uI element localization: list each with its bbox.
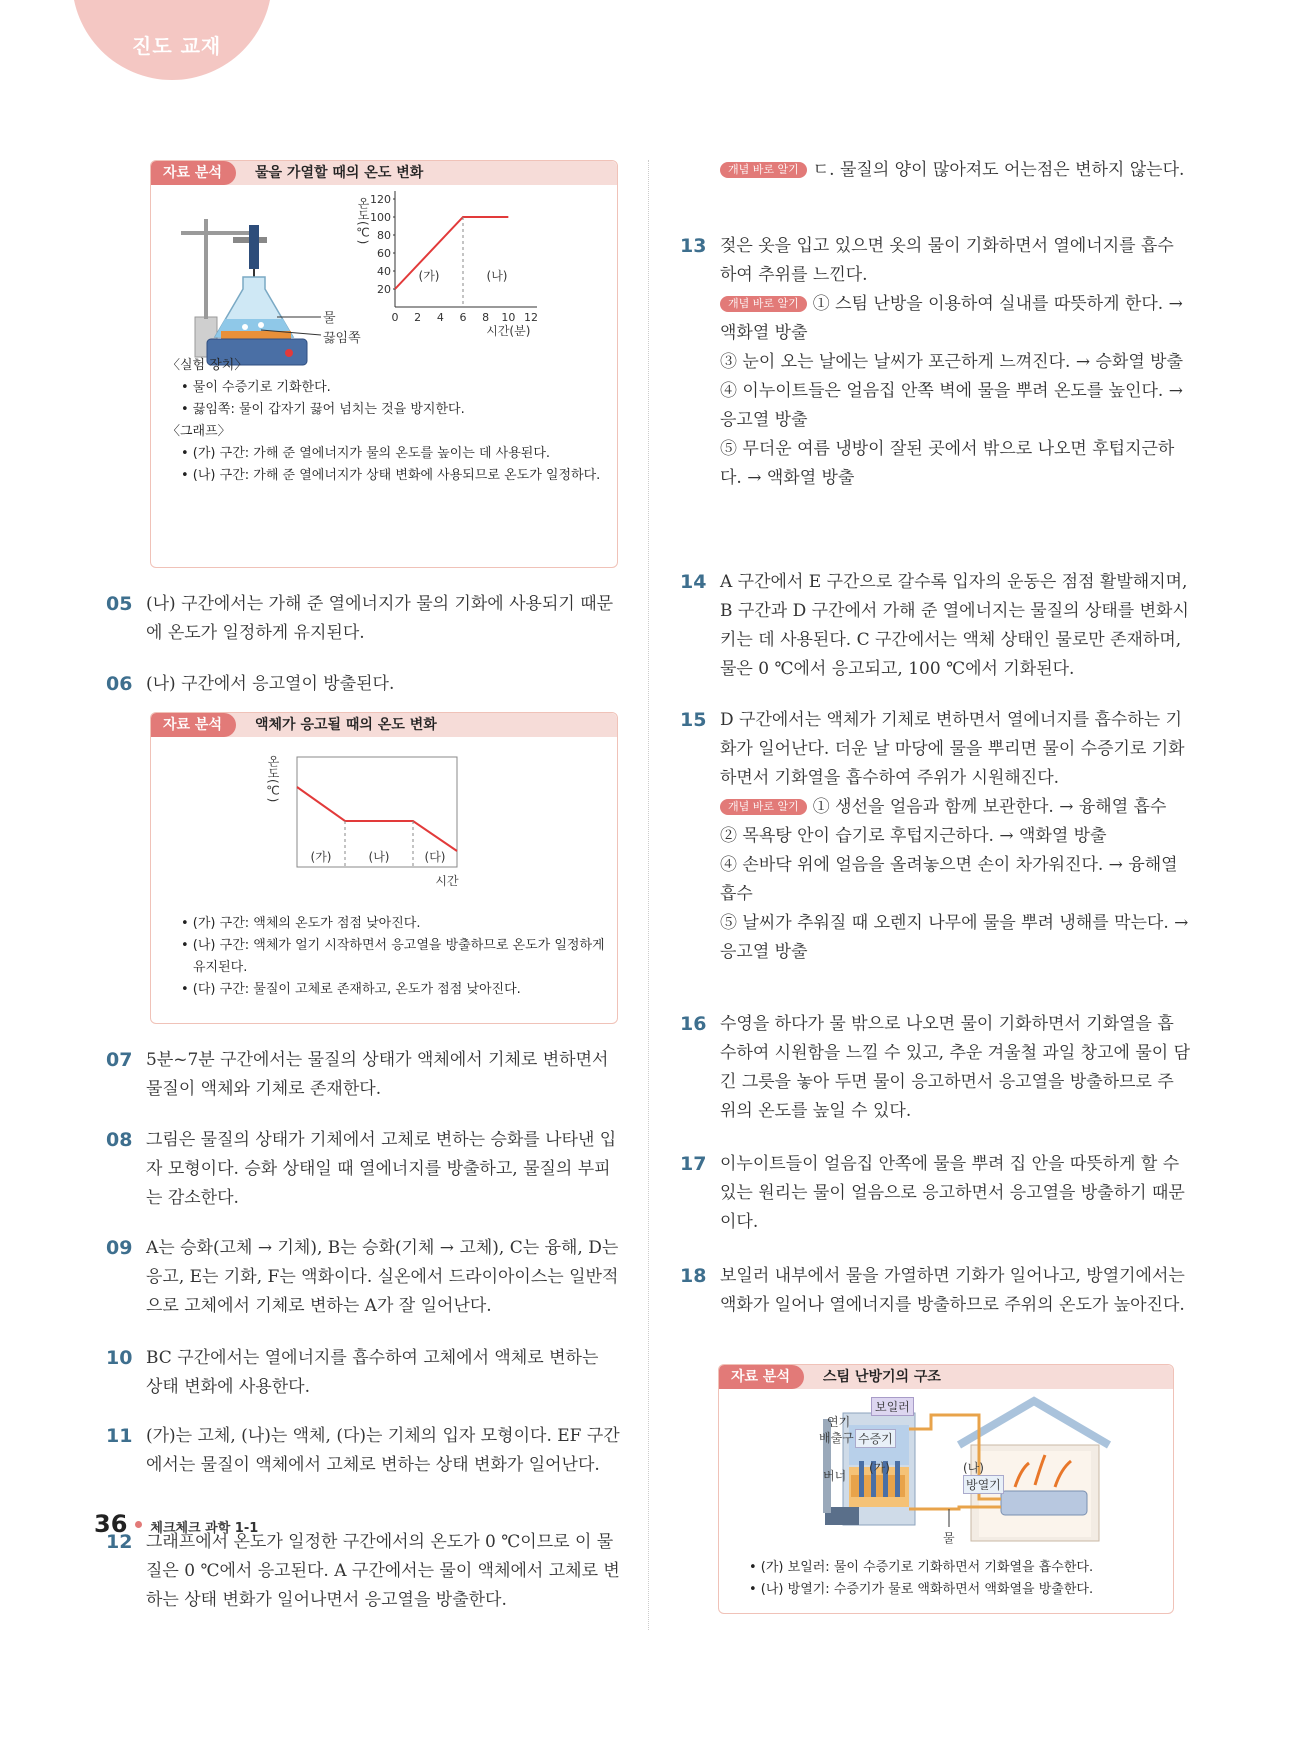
item-text: D 구간에서는 액체가 기체로 변하면서 열에너지를 흡수하는 기화가 일어난다. 더운 날 마당에 물을 뿌리면 물이 수증기로 기화하면서 기화열을 흡수하여 주위가 시원해진다. (720, 710, 1185, 788)
label-boiling-chip: 끓임쪽 (323, 331, 361, 346)
label-na: (나) (963, 1461, 984, 1475)
item-text: (가)는 고체, (나)는 액체, (다)는 기체의 입자 모형이다. EF 구간에서는 물질이 액체에서 고체로 변하는 상태 변화가 일어난다. (146, 1426, 620, 1475)
book-title: 체크체크 과학 1-1 (150, 1521, 259, 1536)
label-steam: 수증기 (855, 1429, 896, 1448)
label-smoke: 연기 (827, 1415, 851, 1429)
box2-notes (167, 913, 607, 1001)
concept-badge: 개념 바로 알기 (720, 799, 807, 815)
item-text: A 구간에서 E 구간으로 갈수록 입자의 운동은 점점 활발해지며, B 구간과 D 구간에서 가해 준 열에너지는 물질의 상태를 변화시키는 데 사용된다. C 구간에서는 액체 상태인 물로만 존재하며, 물은 0 ℃에서 응고되고, 100 ℃에서 기화된다. (720, 572, 1189, 679)
item-text: (나) 구간에서는 가해 준 열에너지가 물의 기화에 사용되기 때문에 온도가 일정하게 유지된다. (146, 594, 614, 643)
concept-line: ④ 손바닥 위에 얼음을 올려놓으면 손이 차가워진다. → 융해열 흡수 (720, 855, 1178, 904)
item-text: 젖은 옷을 입고 있으면 옷의 물이 기화하면서 열에너지를 흡수하여 추위를 느낀다. (720, 236, 1174, 285)
answer-item-17 (680, 1150, 1190, 1237)
label-ga: (가) (869, 1461, 890, 1475)
concept-badge: 개념 바로 알기 (720, 162, 807, 178)
item-number: 13 (680, 235, 707, 257)
x-axis-label: 시간(분) (486, 324, 531, 338)
note-line: 〈실험 장치〉 (167, 358, 248, 373)
concept-badge: 개념 바로 알기 (720, 296, 807, 312)
header-label: 진도 교재 (132, 34, 222, 58)
y-tick-label: 40 (377, 265, 391, 278)
item-number: 11 (106, 1425, 133, 1447)
answer-item-06 (106, 670, 620, 699)
box-title: 액체가 응고될 때의 온도 변화 (255, 717, 437, 733)
x-tick-label: 6 (459, 311, 467, 324)
x-tick-label: 0 (391, 311, 399, 324)
item-text: 그림은 물질의 상태가 기체에서 고체로 변하는 승화를 나타낸 입자 모형이다. 승화 상태일 때 열에너지를 방출하고, 물질의 부피는 감소한다. (146, 1130, 617, 1208)
note-line: • 끓임쪽: 물이 갑자기 끓어 넘치는 것을 방지한다. (181, 402, 465, 417)
answer-item-13 (680, 232, 1190, 493)
note-line: 〈그래프〉 (167, 424, 231, 439)
freezing-temperature-chart (266, 747, 509, 907)
item-number: 17 (680, 1153, 707, 1175)
item-text: 5분~7분 구간에서는 물질의 상태가 액체에서 기체로 변하면서 물질이 액체와 기체로 존재한다. (146, 1050, 609, 1099)
label-radiator: 방열기 (963, 1475, 1004, 1494)
item-text: 이누이트들이 얼음집 안쪽에 물을 뿌려 집 안을 따뜻하게 할 수 있는 원리는 물이 얼음으로 응고하면서 응고열을 방출하기 때문이다. (720, 1154, 1185, 1232)
item-number: 14 (680, 571, 707, 593)
box-title: 물을 가열할 때의 온도 변화 (255, 165, 424, 181)
answer-item-12 (106, 1528, 620, 1615)
answer-item-08 (106, 1126, 620, 1213)
box-title: 스팀 난방기의 구조 (823, 1369, 941, 1385)
concept-line: ③ 눈이 오는 날에는 날씨가 포근하게 느껴진다. → 승화열 방출 (720, 352, 1183, 372)
x-tick-label: 2 (414, 311, 422, 324)
answer-item-18 (680, 1262, 1190, 1320)
y-tick-label: 60 (377, 247, 391, 260)
x-tick-label: 8 (482, 311, 490, 324)
item-number: 16 (680, 1013, 707, 1035)
box-tag: 자료 분석 (151, 713, 236, 737)
concept-line: ⑤ 무더운 여름 냉방이 잘된 곳에서 밖으로 나오면 후텁지근하다. → 액화열 방출 (720, 439, 1175, 488)
x-tick-label: 4 (436, 311, 444, 324)
concept-line: ④ 이누이트들은 얼음집 안쪽 벽에 물을 뿌려 온도를 높인다. → 응고열 방출 (720, 381, 1183, 430)
note-line: • (나) 구간: 액체가 얼기 시작하면서 응고열을 방출하므로 온도가 일정하게 유지된다. (181, 938, 605, 975)
region-label: (다) (424, 850, 446, 864)
concept-line: ① 생선을 얼음과 함께 보관한다. → 융해열 흡수 (812, 797, 1167, 817)
analysis-box-heating (150, 160, 618, 568)
concept-line: ② 목욕탕 안이 습기로 후텁지근하다. → 액화열 방출 (720, 826, 1107, 846)
item-text: (나) 구간에서 응고열이 방출된다. (146, 674, 395, 694)
analysis-box-steam-heater (718, 1364, 1174, 1614)
note-line: • (가) 구간: 액체의 온도가 점점 낮아진다. (181, 916, 421, 931)
item-number: 12 (106, 1531, 133, 1553)
series-line (297, 787, 457, 851)
analysis-box-freezing (150, 712, 618, 1024)
item-number: 18 (680, 1265, 707, 1287)
concept-note-intro (680, 156, 1190, 185)
x-axis-label: 시간 (435, 874, 459, 888)
note-line: • (가) 구간: 가해 준 열에너지가 물의 온도를 높이는 데 사용된다. (181, 446, 551, 461)
box-header (151, 161, 617, 185)
concept-line: ⑤ 날씨가 추워질 때 오렌지 나무에 물을 뿌려 냉해를 막는다. → 응고열 방출 (720, 913, 1189, 962)
answer-item-14 (680, 568, 1190, 684)
label-water: 물 (943, 1531, 955, 1545)
item-number: 09 (106, 1237, 133, 1259)
region-label: (가) (418, 269, 440, 283)
note-line: • (나) 방열기: 수증기가 물로 액화하면서 액화열을 방출한다. (749, 1582, 1094, 1597)
label-burner: 버너 (823, 1469, 847, 1483)
concept-text: ㄷ. 물질의 양이 많아져도 어는점은 변하지 않는다. (812, 160, 1185, 180)
region-label: (가) (310, 850, 332, 864)
item-text: 보일러 내부에서 물을 가열하면 기화가 일어나고, 방열기에서는 액화가 일어나 열에너지를 방출하므로 주위의 온도가 높아진다. (720, 1266, 1185, 1315)
note-line: • (다) 구간: 물질이 고체로 존재하고, 온도가 점점 낮아진다. (181, 982, 521, 997)
box-header (719, 1365, 1173, 1389)
answer-item-15 (680, 706, 1190, 967)
item-number: 10 (106, 1347, 133, 1369)
answer-item-05 (106, 590, 620, 648)
item-number: 15 (680, 709, 707, 731)
item-number: 06 (106, 673, 133, 695)
item-text: A는 승화(고체 → 기체), B는 승화(기체 → 고체), C는 융해, D는 응고, E는 기화, F는 액화이다. 실온에서 드라이아이스는 일반적으로 고체에서 기체로 변하는 A가 잘 일어난다. (146, 1238, 619, 1316)
item-text: 수영을 하다가 물 밖으로 나오면 물이 기화하면서 기화열을 흡수하여 시원함을 느낄 수 있고, 추운 겨울철 과일 창고에 물이 담긴 그릇을 놓아 두면 물이 응고하면서 응고열을 방출하므로 주위의 온도를 높일 수 있다. (720, 1014, 1190, 1121)
item-number: 05 (106, 593, 133, 615)
item-number: 08 (106, 1129, 133, 1151)
page-number: 36 (94, 1510, 128, 1538)
label-boiler: 보일러 (871, 1397, 914, 1416)
box-tag: 자료 분석 (719, 1365, 804, 1389)
box-tag: 자료 분석 (151, 161, 236, 185)
y-tick-label: 20 (377, 283, 391, 296)
y-axis-label: 온도(℃) (356, 197, 370, 245)
y-tick-label: 100 (370, 211, 391, 224)
region-label: (나) (368, 850, 390, 864)
note-line: • (나) 구간: 가해 준 열에너지가 상태 변화에 사용되므로 온도가 일정하다. (181, 468, 601, 483)
item-text: 그래프에서 온도가 일정한 구간에서의 온도가 0 ℃이므로 이 물질은 0 ℃에서 응고된다. A 구간에서는 물이 액체에서 고체로 변하는 상태 변화가 일어나면서 응고열을 방출한다. (146, 1532, 620, 1610)
label-exhaust: 배출구 (819, 1431, 854, 1445)
column-divider (648, 160, 649, 1630)
x-tick-label: 10 (501, 311, 516, 324)
answer-item-10 (106, 1344, 620, 1402)
item-number: 07 (106, 1049, 133, 1071)
note-line: • (가) 보일러: 물이 수증기로 기화하면서 기화열을 흡수한다. (749, 1560, 1094, 1575)
box3-notes (735, 1557, 1165, 1601)
answer-item-11 (106, 1422, 620, 1480)
footer-dot (135, 1521, 142, 1528)
item-text: BC 구간에서는 열에너지를 흡수하여 고체에서 액체로 변하는 상태 변화에 사용한다. (146, 1348, 599, 1397)
region-label: (나) (486, 269, 508, 283)
answer-item-09 (106, 1234, 620, 1321)
box1-notes (167, 355, 607, 487)
y-axis-label: 온도(℃) (266, 755, 280, 803)
box-header (151, 713, 617, 737)
answer-item-07 (106, 1046, 620, 1104)
page-footer (94, 1510, 258, 1538)
x-tick-label: 12 (524, 311, 538, 324)
heating-temperature-chart (347, 183, 567, 343)
y-tick-label: 120 (370, 193, 391, 206)
label-water: 물 (323, 311, 336, 326)
answer-item-16 (680, 1010, 1190, 1126)
y-tick-label: 80 (377, 229, 391, 242)
note-line: • 물이 수증기로 기화한다. (181, 380, 331, 395)
concept-line: ① 스팀 난방을 이용하여 실내를 따뜻하게 한다. → 액화열 방출 (720, 294, 1183, 343)
